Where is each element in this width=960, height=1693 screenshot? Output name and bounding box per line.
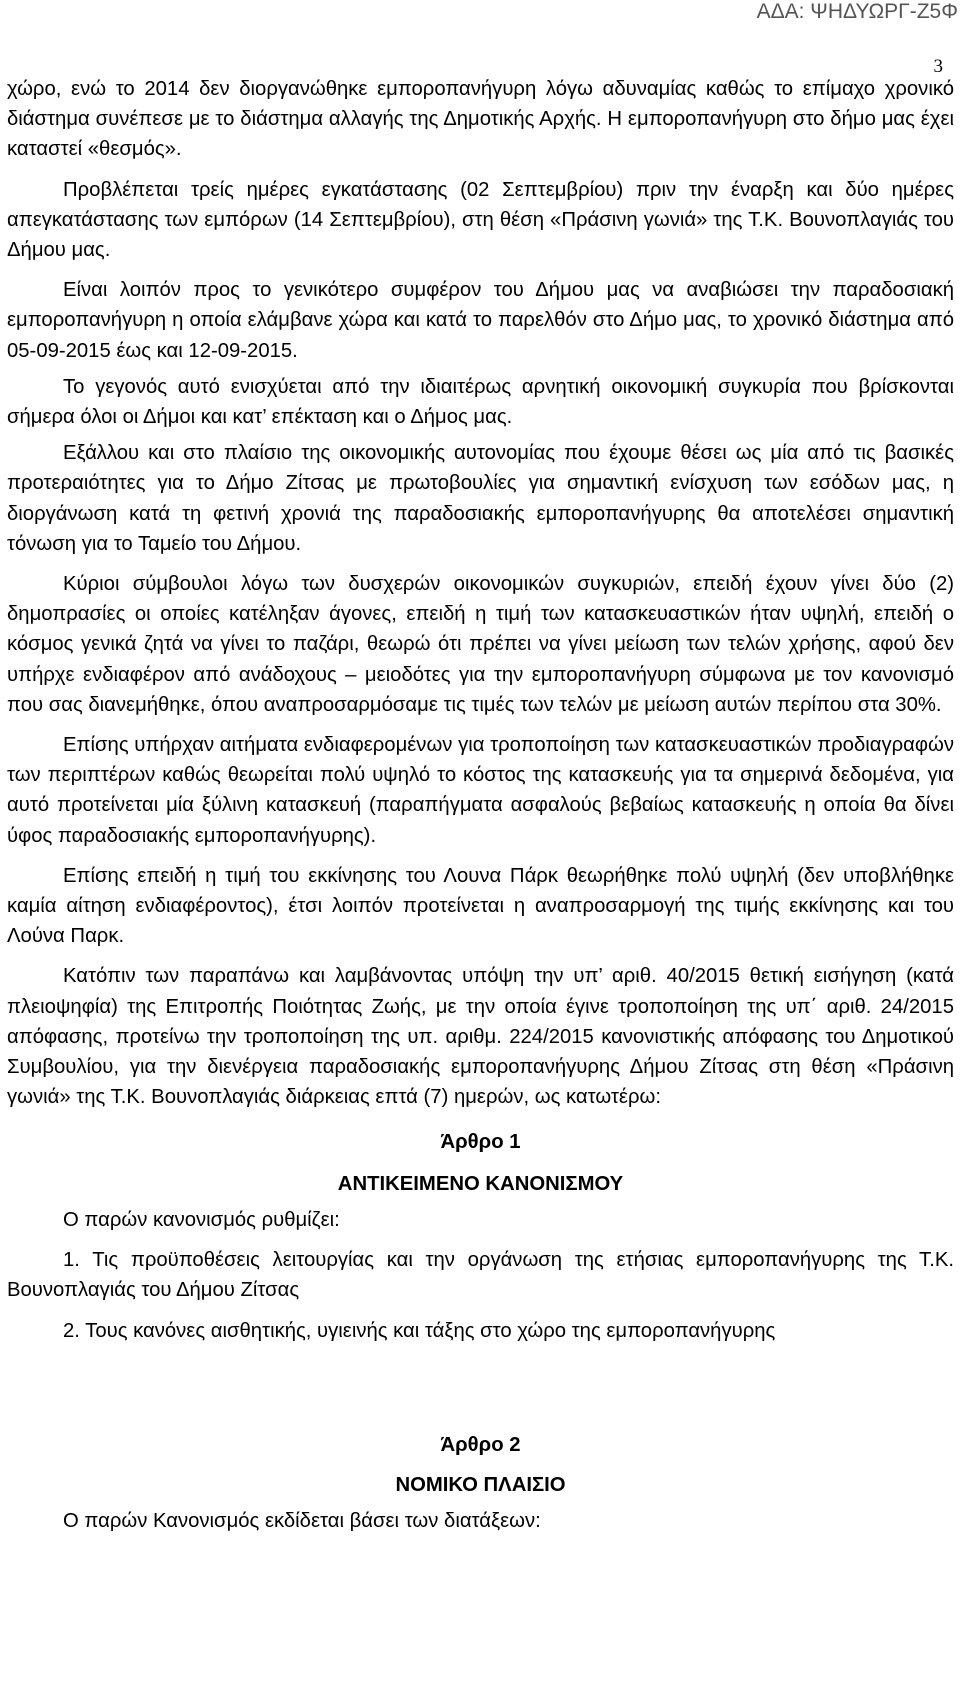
paragraph: Επίσης επειδή η τιμή του εκκίνησης του Λουνα Πάρκ θεωρήθηκε πολύ υψηλή (δεν υποβλήθηκε καμία αίτηση ενδιαφέροντος), έτσι λοιπόν προτείνεται η αναπροσαρμογή της τιμής εκκίνησης και του Λούνα Παρκ. (7, 864, 954, 948)
paragraph: Είναι λοιπόν προς το γενικότερο συμφέρον του Δήμου μας να αναβιώσει την παραδοσιακή εμποροπανήγυρη η οποία ελάμβανε χώρα και κατά το παρελθόν στο Δήμο μας, το χρονικό διάστημα από 05-09-2015 έως και 12-09-2015. (7, 279, 954, 362)
list-item: 2. Τους κανόνες αισθητικής, υγιεινής και τάξης στο χώρο της εμποροπανήγυρης (63, 1319, 776, 1342)
paragraph: Κατόπιν των παραπάνω και λαμβάνοντας υπόψη την υπ’ αριθ. 40/2015 θετική εισήγηση (κατά πλειοψηφία) της Επιτροπής Ποιότητας Ζωής, με την οποία έγινε τροποποίηση της υπ΄ αριθ. 24/2015 απόφασης, προτείνω την τροποποίηση της υπ. αριθμ. 224/2015 κανονιστικής απόφασης του Δημοτικού Συμβουλίου, για την διενέργεια παραδοσιακής εμποροπανήγυρης Δήμου Ζίτσας στη θέση «Πράσινη γωνιά» της Τ.Κ. Βουνοπλαγιάς διάρκειας επτά (7) ημερών, ως κατωτέρω: (7, 965, 954, 1109)
paragraph: Επίσης υπήρχαν αιτήματα ενδιαφερομένων για τροποποίηση των κατασκευαστικών προδιαγραφών των περιπτέρων καθώς θεωρείται πολύ υψηλό το κόστος της κατασκευής για τα σημερινά δεδομένα, για αυτό προτείνεται μία ξύλινη κατασκευή (παραπήγματα ασφαλούς βεβαίως κατασκευής η οποία θα δίνει ύφος παραδοσιακής εμποροπανήγυρης). (7, 734, 954, 847)
document-body (7, 74, 954, 1536)
paragraph: Προβλέπεται τρείς ημέρες εγκατάστασης (02 Σεπτεμβρίου) πριν την έναρξη και δύο ημέρες απεγκατάστασης των εμπόρων (14 Σεπτεμβρίου), στη θέση «Πράσινη γωνιά» της Τ.Κ. Βουνοπλαγιάς του Δήμου μας. (7, 178, 954, 262)
list-item: 1. Τις προϋποθέσεις λειτουργίας και την οργάνωση της ετήσιας εμποροπανήγυρης της Τ.Κ. Βουνοπλαγιάς του Δήμου Ζίτσας (7, 1249, 954, 1302)
ada-code: ΑΔΑ: ΨΗΔΥΩΡΓ-Ζ5Φ (756, 0, 958, 23)
paragraph: Εξάλλου και στο πλαίσιο της οικονομικής αυτονομίας που έχουμε θέσει ως μία από τις βασικές προτεραιότητες για το Δήμο Ζίτσας με πρωτοβουλίες για σημαντική ενίσχυση των εσόδων μας, η διοργάνωση κατά τη φετινή χρονιά της παραδοσιακής εμποροπανήγυρης θα αποτελέσει σημαντική τόνωση για το Ταμείο του Δήμου. (7, 442, 954, 555)
article-1-title: Άρθρο 1 (440, 1130, 521, 1153)
article-1-subtitle: ΑΝΤΙΚΕΙΜΕΝΟ ΚΑΝΟΝΙΣΜΟΥ (337, 1172, 624, 1195)
article-2-intro: Ο παρών Κανονισμός εκδίδεται βάσει των διατάξεων: (63, 1510, 541, 1533)
paragraph: Κύριοι σύμβουλοι λόγω των δυσχερών οικονομικών συγκυριών, επειδή έχουν γίνει δύο (2) δημοπρασίες οι οποίες κατέληξαν άγονες, επειδή η τιμή των κατασκευαστικών ήταν υψηλή, επειδή ο κόσμος γενικά ζητά να γίνει το παζάρι, θεωρώ ότι πρέπει να γίνει μείωση των τελών χρήσης, αφού δεν υπήρχε ενδιαφέρον από ανάδοχους – μειοδότες για την εμποροπανήγυρη σύμφωνα με τον κανονισμό που σας διανεμήθηκε, όπου αναπροσαρμόσαμε τις τιμές των τελών με μείωση αυτών περίπου στα 30%. (7, 573, 954, 716)
paragraph: Το γεγονός αυτό ενισχύεται από την ιδιαιτέρως αρνητική οικονομική συγκυρία που βρίσκονται σήμερα όλοι οι Δήμοι και κατ’ επέκταση και ο Δήμος μας. (7, 375, 954, 429)
article-2-subtitle: ΝΟΜΙΚΟ ΠΛΑΙΣΙΟ (395, 1473, 566, 1496)
article-2-title: Άρθρο 2 (440, 1433, 521, 1456)
article-1-intro: Ο παρών κανονισμός ρυθμίζει: (63, 1208, 340, 1231)
page-number: 3 (933, 56, 943, 77)
paragraph: χώρο, ενώ το 2014 δεν διοργανώθηκε εμποροπανήγυρη λόγω αδυναμίας καθώς το επίμαχο χρονικό διάστημα συνέπεσε με το διάστημα αλλαγής της Δημοτικής Αρχής. Η εμποροπανήγυρη στο δήμο μας έχει καταστεί «θεσμός». (7, 78, 954, 161)
